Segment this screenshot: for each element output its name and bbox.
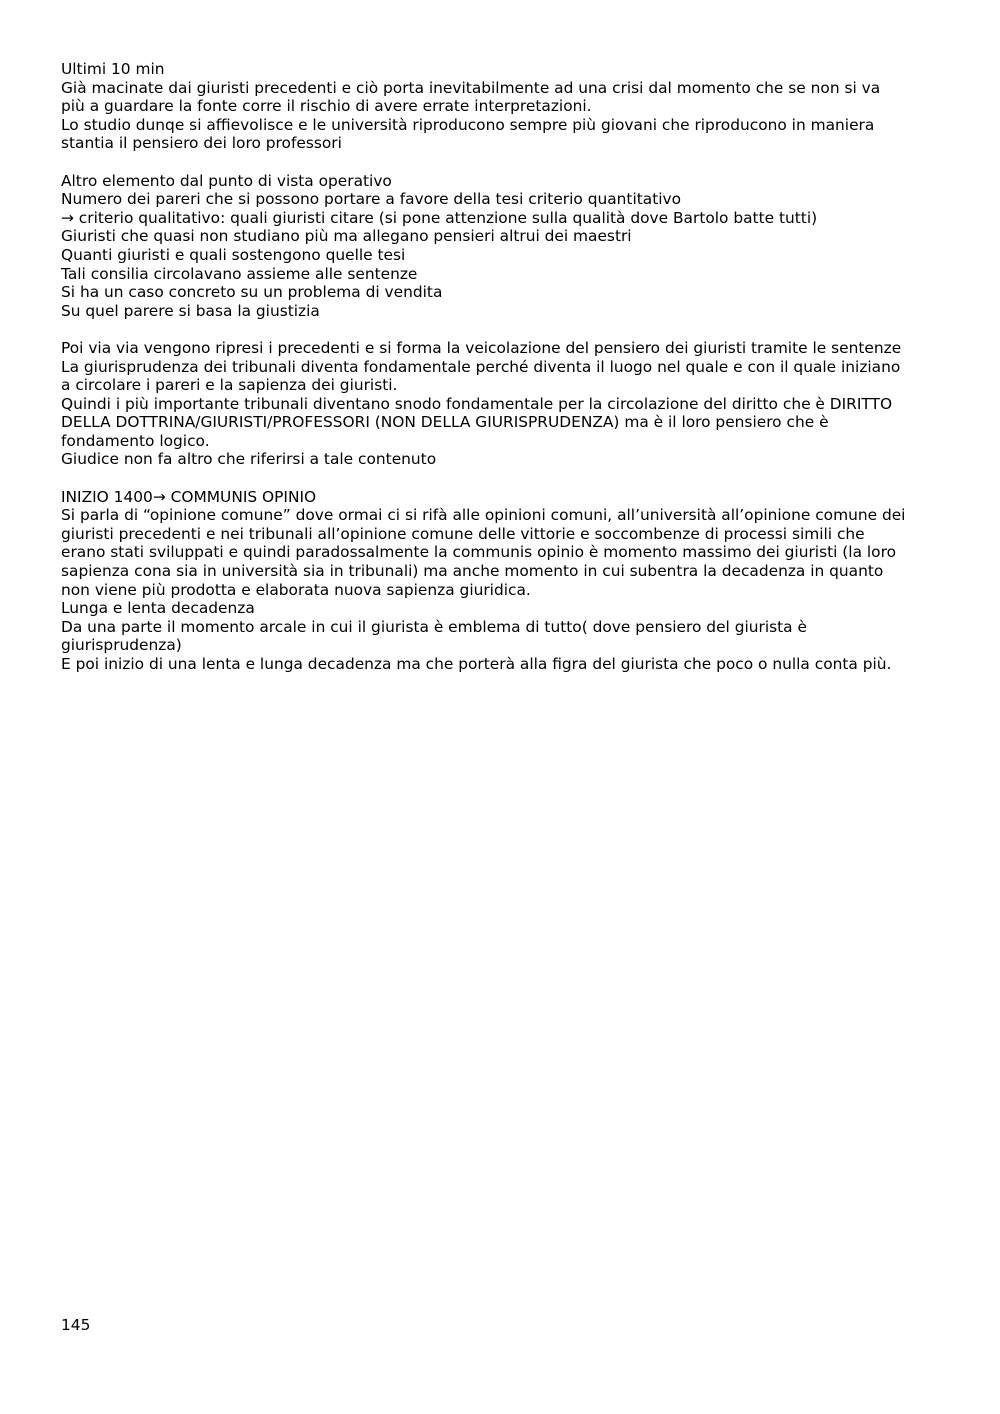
text-line: Lo studio dunqe si affievolisce e le università riproducono sempre più giovani che riproducono in maniera <box>61 115 875 134</box>
text-line: Su quel parere si basa la giustizia <box>61 301 320 320</box>
text-line: più a guardare la fonte corre il rischio di avere errate interpretazioni. <box>61 97 592 116</box>
paragraph <box>61 339 951 469</box>
text-line: Giudice non fa altro che riferirsi a tale contenuto <box>61 450 437 469</box>
text-line: Lunga e lenta decadenza <box>61 599 255 618</box>
paragraph <box>61 172 951 321</box>
text-line: Già macinate dai giuristi precedenti e ciò porta inevitabilmente ad una crisi dal momento che se non si va <box>61 78 881 97</box>
text-line: Si ha un caso concreto su un problema di vendita <box>61 283 443 302</box>
text-line: La giurisprudenza dei tribunali diventa fondamentale perché diventa il luogo nel quale e con il quale iniziano <box>61 357 901 376</box>
text-line: giurisprudenza) <box>61 636 182 655</box>
paragraph <box>61 488 951 674</box>
text-line: Tali consilia circolavano assieme alle sentenze <box>61 264 418 283</box>
page-number: 145 <box>61 1316 91 1334</box>
document-body <box>61 60 951 674</box>
text-line: fondamento logico. <box>61 431 210 450</box>
text-line: Quindi i più importante tribunali diventano snodo fondamentale per la circolazione del diritto che è DIRITTO <box>61 394 893 413</box>
text-line: Poi via via vengono ripresi i precedenti e si forma la veicolazione del pensiero dei giuristi tramite le sentenze <box>61 338 902 357</box>
text-line: a circolare i pareri e la sapienza dei giuristi. <box>61 376 398 395</box>
text-line: non viene più prodotta e elaborata nuova sapienza giuridica. <box>61 580 531 599</box>
text-line: sapienza cona sia in università sia in tribunali) ma anche momento in cui subentra la decadenza in quanto <box>61 562 884 581</box>
text-line: giuristi precedenti e nei tribunali all’opinione comune delle vittorie e soccombenze di processi simili che <box>61 524 865 543</box>
text-line: Quanti giuristi e quali sostengono quelle tesi <box>61 245 406 264</box>
text-line: Da una parte il momento arcale in cui il giurista è emblema di tutto( dove pensiero del giurista è <box>61 617 807 636</box>
text-line: → criterio qualitativo: quali giuristi citare (si pone attenzione sulla qualità dove Bartolo batte tutti) <box>61 208 818 227</box>
text-line: INIZIO 1400→ COMMUNIS OPINIO <box>61 487 317 506</box>
paragraph <box>61 60 951 153</box>
text-line: Giuristi che quasi non studiano più ma allegano pensieri altrui dei maestri <box>61 227 632 246</box>
text-line: erano stati sviluppati e quindi paradossalmente la communis opinio è momento massimo dei giuristi (la loro <box>61 543 896 562</box>
text-line: Numero dei pareri che si possono portare a favore della tesi criterio quantitativo <box>61 190 682 209</box>
text-line: DELLA DOTTRINA/GIURISTI/PROFESSORI (NON DELLA GIURISPRUDENZA) ma è il loro pensiero che è <box>61 413 829 432</box>
text-line: E poi inizio di una lenta e lunga decadenza ma che porterà alla figra del giurista che poco o nulla conta più. <box>61 655 892 673</box>
text-line: stantia il pensiero dei loro professori <box>61 134 342 153</box>
text-line: Altro elemento dal punto di vista operativo <box>61 171 392 190</box>
text-line: Si parla di “opinione comune” dove ormai ci si rifà alle opinioni comuni, all’università all’opinione comune dei <box>61 506 906 525</box>
text-line: Ultimi 10 min <box>61 60 165 78</box>
